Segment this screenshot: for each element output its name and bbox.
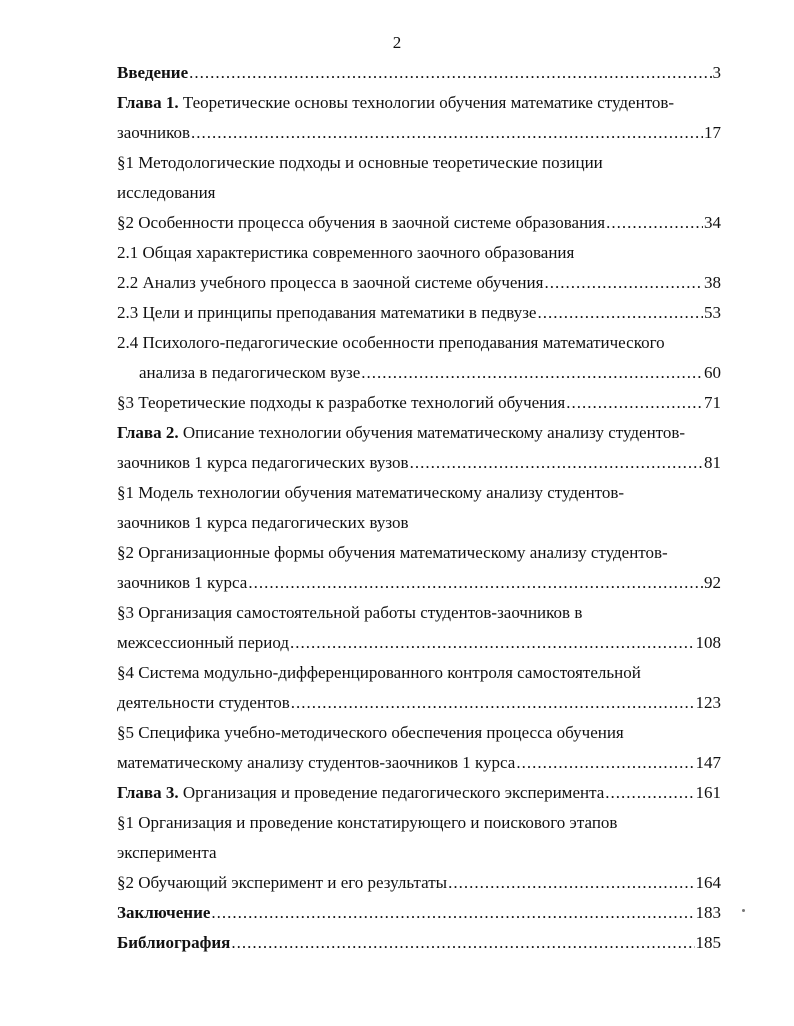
toc-page-number: 17 bbox=[704, 123, 721, 142]
toc-entry-heading: Глава 1. bbox=[117, 93, 179, 112]
toc-leader-dots bbox=[605, 778, 694, 808]
toc-entry-text bbox=[117, 478, 624, 508]
toc-page-number: 108 bbox=[695, 633, 721, 652]
toc-entry-text bbox=[117, 868, 447, 898]
toc-page-number: 60 bbox=[704, 363, 721, 382]
toc-entry-title: заочников bbox=[117, 123, 190, 142]
toc-line bbox=[117, 778, 721, 808]
toc-line bbox=[117, 538, 721, 568]
toc-line bbox=[117, 688, 721, 718]
toc-line bbox=[117, 898, 721, 928]
toc-line bbox=[117, 148, 721, 178]
toc-line bbox=[117, 718, 721, 748]
toc-leader-dots bbox=[566, 388, 703, 418]
table-of-contents bbox=[117, 58, 721, 958]
toc-leader-dots bbox=[248, 568, 703, 598]
toc-line bbox=[117, 118, 721, 148]
toc-line bbox=[117, 478, 721, 508]
toc-entry-heading: Библиография bbox=[117, 933, 231, 952]
toc-leader-dots bbox=[231, 928, 694, 958]
toc-entry-text bbox=[117, 808, 617, 838]
toc-entry-text bbox=[117, 628, 289, 658]
toc-leader-dots bbox=[516, 748, 694, 778]
toc-entry-title: заочников 1 курса педагогических вузов bbox=[117, 513, 409, 532]
toc-leader-dots bbox=[448, 868, 694, 898]
toc-entry-title: математическому анализу студентов-заочников 1 курса bbox=[117, 753, 516, 772]
toc-leader-dots bbox=[189, 58, 711, 88]
toc-line bbox=[117, 58, 721, 88]
toc-line bbox=[117, 508, 721, 538]
toc-entry-text bbox=[117, 568, 247, 598]
toc-entry-text bbox=[117, 718, 624, 748]
toc-line bbox=[117, 868, 721, 898]
toc-entry-title: межсессионный период bbox=[117, 633, 290, 652]
toc-entry-text bbox=[117, 148, 603, 178]
toc-entry-text bbox=[117, 208, 605, 238]
toc-entry-text bbox=[117, 538, 668, 568]
toc-page-number: 3 bbox=[712, 63, 721, 82]
toc-entry-text bbox=[117, 448, 409, 478]
toc-page-number: 34 bbox=[704, 213, 721, 232]
scan-speck bbox=[742, 909, 745, 912]
toc-entry-title: деятельности студентов bbox=[117, 693, 290, 712]
toc-line bbox=[117, 298, 721, 328]
toc-line bbox=[117, 928, 721, 958]
toc-entry-text bbox=[117, 238, 574, 268]
toc-entry-title: §1 Методологические подходы и основные теоретические позиции bbox=[117, 153, 603, 172]
toc-line bbox=[117, 328, 721, 358]
toc-leader-dots bbox=[606, 208, 703, 238]
toc-entry-title: эксперимента bbox=[117, 843, 217, 862]
toc-entry-text bbox=[117, 178, 216, 208]
toc-line bbox=[117, 238, 721, 268]
toc-entry-text bbox=[117, 58, 188, 88]
toc-entry-heading: Заключение bbox=[117, 903, 211, 922]
toc-entry-title: Организация и проведение педагогического эксперимента bbox=[178, 783, 605, 802]
toc-entry-text bbox=[117, 658, 641, 688]
toc-page-number: 123 bbox=[695, 693, 721, 712]
toc-entry-title: 2.4 Психолого-педагогические особенности преподавания математического bbox=[117, 333, 665, 352]
toc-entry-title: Описание технологии обучения математическому анализу студентов- bbox=[178, 423, 686, 442]
toc-line bbox=[117, 268, 721, 298]
toc-line bbox=[117, 208, 721, 238]
toc-leader-dots bbox=[291, 688, 695, 718]
toc-entry-text bbox=[117, 88, 674, 118]
toc-leader-dots bbox=[290, 628, 694, 658]
toc-page-number: 185 bbox=[695, 933, 721, 952]
toc-entry-text bbox=[117, 298, 536, 328]
toc-line bbox=[117, 418, 721, 448]
toc-entry-title: §2 Особенности процесса обучения в заочной системе образования bbox=[117, 213, 606, 232]
toc-entry-title: Теоретические основы технологии обучения математике студентов- bbox=[178, 93, 675, 112]
toc-line bbox=[117, 568, 721, 598]
toc-entry-title: §5 Специфика учебно-методического обеспечения процесса обучения bbox=[117, 723, 624, 742]
toc-entry-heading: Глава 2. bbox=[117, 423, 179, 442]
toc-entry-title: §4 Система модульно-дифференцированного контроля самостоятельной bbox=[117, 663, 641, 682]
toc-entry-text bbox=[117, 898, 210, 928]
toc-entry-title: §1 Модель технологии обучения математическому анализу студентов- bbox=[117, 483, 625, 502]
toc-entry-title: §1 Организация и проведение констатирующего и поискового этапов bbox=[117, 813, 618, 832]
toc-page-number: 92 bbox=[704, 573, 721, 592]
toc-entry-title: 2.1 Общая характеристика современного заочного образования bbox=[117, 243, 575, 262]
toc-entry-title: заочников 1 курса педагогических вузов bbox=[117, 453, 409, 472]
toc-entry-text bbox=[117, 688, 290, 718]
toc-leader-dots bbox=[410, 448, 703, 478]
toc-leader-dots bbox=[191, 118, 703, 148]
toc-entry-title: §2 Обучающий эксперимент и его результаты bbox=[117, 873, 448, 892]
toc-entry-text bbox=[117, 268, 543, 298]
toc-entry-title: анализа в педагогическом вузе bbox=[139, 363, 361, 382]
toc-line bbox=[117, 628, 721, 658]
toc-page-number: 38 bbox=[704, 273, 721, 292]
toc-entry-title: исследования bbox=[117, 183, 216, 202]
toc-entry-title: §3 Организация самостоятельной работы студентов-заочников в bbox=[117, 603, 583, 622]
toc-line bbox=[117, 388, 721, 418]
toc-page-number: 164 bbox=[695, 873, 721, 892]
toc-line bbox=[117, 808, 721, 838]
toc-leader-dots bbox=[211, 898, 694, 928]
toc-entry-title: 2.3 Цели и принципы преподавания математики в педвузе bbox=[117, 303, 537, 322]
toc-page-number: 183 bbox=[695, 903, 721, 922]
toc-leader-dots bbox=[537, 298, 703, 328]
toc-entry-text bbox=[117, 388, 565, 418]
toc-page-number: 81 bbox=[704, 453, 721, 472]
toc-leader-dots bbox=[544, 268, 703, 298]
toc-entry-text bbox=[117, 118, 190, 148]
toc-entry-text bbox=[139, 358, 360, 388]
toc-entry-text bbox=[117, 508, 409, 538]
toc-page-number: 53 bbox=[704, 303, 721, 322]
toc-entry-heading: Глава 3. bbox=[117, 783, 179, 802]
toc-line bbox=[117, 658, 721, 688]
toc-line bbox=[117, 88, 721, 118]
toc-page-number: 161 bbox=[695, 783, 721, 802]
toc-entry-title: 2.2 Анализ учебного процесса в заочной системе обучения bbox=[117, 273, 544, 292]
toc-entry-text bbox=[117, 328, 665, 358]
toc-entry-text bbox=[117, 748, 515, 778]
toc-entry-text bbox=[117, 928, 230, 958]
toc-line bbox=[117, 838, 721, 868]
toc-page-number: 147 bbox=[695, 753, 721, 772]
toc-line bbox=[117, 448, 721, 478]
toc-page-number: 71 bbox=[704, 393, 721, 412]
toc-leader-dots bbox=[361, 358, 703, 388]
toc-entry-heading: Введение bbox=[117, 63, 189, 82]
toc-entry-title: заочников 1 курса bbox=[117, 573, 248, 592]
toc-line bbox=[117, 358, 721, 388]
toc-entry-text bbox=[117, 838, 217, 868]
toc-line bbox=[117, 598, 721, 628]
toc-line bbox=[117, 748, 721, 778]
toc-entry-text bbox=[117, 598, 582, 628]
toc-entry-title: §2 Организационные формы обучения математическому анализу студентов- bbox=[117, 543, 668, 562]
toc-entry-text bbox=[117, 778, 604, 808]
page-number: 2 bbox=[392, 33, 402, 52]
toc-entry-title: §3 Теоретические подходы к разработке технологий обучения bbox=[117, 393, 566, 412]
toc-entry-text bbox=[117, 418, 685, 448]
toc-line bbox=[117, 178, 721, 208]
